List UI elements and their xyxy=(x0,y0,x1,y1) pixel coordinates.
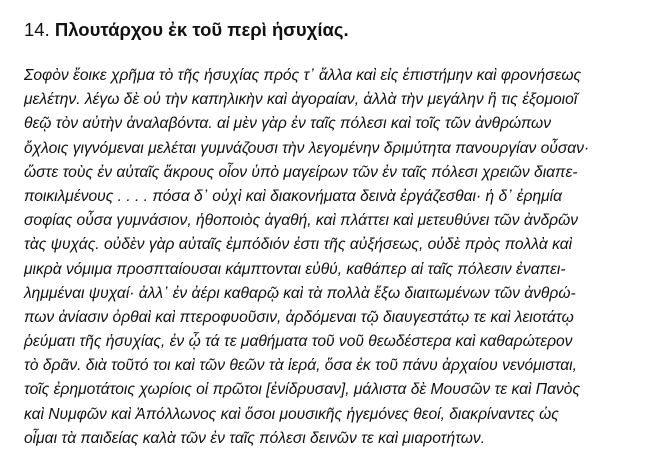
passage-line: σοφίας οὖσα γυμνάσιον, ἠθοποιὸς ἀγαθή, καὶ πλάττει καὶ μετευθύνει τῶν ἀνδρῶν xyxy=(24,212,579,230)
passage-line: τὸ δρᾶν. διὰ τοῦτό τοι καὶ τῶν θεῶν τὰ ἱερά, ὅσα ἐκ τοῦ πάνυ ἀρχαίου νενόμισται, xyxy=(24,357,577,375)
passage-line: τοῖς ἐρημοτάτοις χωρίοις οἱ πρῶτοι [ἐνίδρυσαν], μάλιστα δὲ Μουσῶν τε καὶ Πανὸς xyxy=(24,381,581,399)
passage-line: πων ἀνίασιν ὀρθαὶ καὶ πτεροφυοῦσιν, ἀρδόμεναι τῷ διαυγεστάτῳ τε καὶ λειοτάτῳ xyxy=(24,308,574,326)
passage-line: Σοφὸν ἔοικε χρῆμα τὸ τῆς ἡσυχίας πρός τ᾽ ἄλλα καὶ εἰς ἐπιστήμην καὶ φρονήσεως xyxy=(24,67,582,84)
passage-line: μελέτην. λέγω δὲ οὐ τὴν καπηλικὴν καὶ ἀγοραίαν, ἀλλὰ τὴν μεγάλην ἣ τις ἐξομοιοῖ xyxy=(24,91,578,109)
section-heading xyxy=(24,18,349,42)
passage-line: λημμέναι ψυχαί· ἀλλ᾽ ἐν ἀέρι καθαρῷ καὶ τὰ πολλὰ ἔξω διαιτωμένων τῶν ἀνθρώ- xyxy=(24,284,576,302)
passage-line: ὄχλοις γιγνόμεναι μελέται γυμνάζουσι τὴν λεγομένην δριμύτητα πανουργίαν οὖσαν· xyxy=(24,139,590,157)
passage-line: οἶμαι τὰ παιδείας καλὰ τῶν ἐν ταῖς πόλεσι δεινῶν τε καὶ μιαροτήτων. xyxy=(24,429,486,447)
section-title: Πλουτάρχου ἐκ τοῦ περὶ ἡσυχίας. xyxy=(54,19,349,40)
passage-line: μικρὰ νόμιμα προσπταίουσαι κάμπτονται εὐθύ, καθάπερ αἱ ταῖς πόλεσιν ἐναπει- xyxy=(24,260,566,278)
passage-line: ῥεύματι τῆς ἡσυχίας, ἐν ᾧ τά τε μαθήματα τοῦ νοῦ θεωδέστερα καὶ καθαρώτερον xyxy=(24,333,573,351)
passage-line: ὥστε τοὺς ἐν αὐταῖς ἄκρους οἷον ὑπὸ μαγείρων τῶν ἐν ταῖς πόλεσι χρειῶν διαπε- xyxy=(24,163,578,181)
passage-line: καὶ Νυμφῶν καὶ Ἀπόλλωνος καὶ ὅσοι μουσικῆς ἡγεμόνες θεοί, διακρίναντες ὡς xyxy=(24,405,559,423)
section-number: 14. xyxy=(24,19,50,40)
passage-text xyxy=(24,64,654,451)
passage-line: ποικιλμένους . . . . πόσα δ᾽ οὐχὶ καὶ διακονήματα δεινὰ ἐργάζεσθαι· ἡ δ᾽ ἐρημία xyxy=(24,187,563,205)
passage-line: τὰς ψυχάς. οὐδὲν γὰρ αὐταῖς ἐμπόδιόν ἐστι τῆς αὐξήσεως, οὐδὲ πρὸς πολλὰ καὶ xyxy=(24,236,573,254)
passage-line: θεῷ τὸν αὐτὴν ἀναλαβόντα. αἱ μὲν γὰρ ἐν ταῖς πόλεσι καὶ τοῖς τῶν ἀνθρώπων xyxy=(24,115,551,133)
